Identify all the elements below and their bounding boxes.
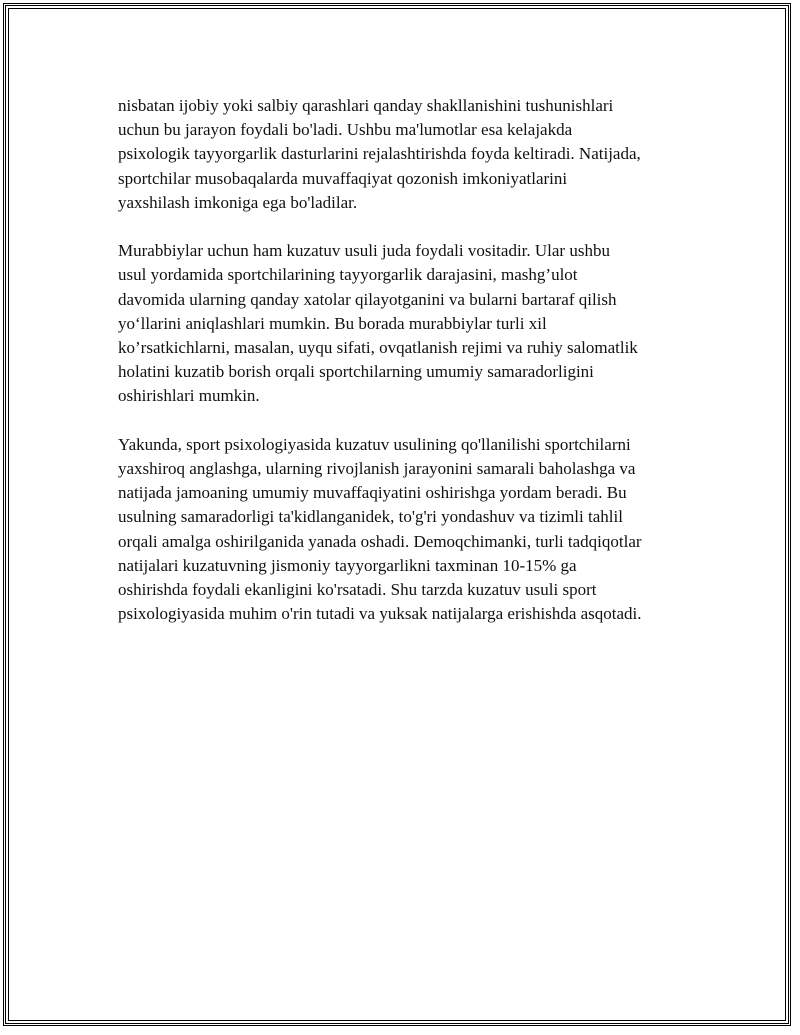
- document-body: [118, 94, 708, 651]
- paragraph-2: Murabbiylar uchun ham kuzatuv usuli juda foydali vositadir. Ular ushbu usul yordamida sportchilarining tayyorgarlik darajasini, mashg’ulot davomida ularning qanday xatolar qilayotganini va bularni bartaraf qilish yo‘llarini aniqlashlari mumkin. Bu borada murabbiylar turli xil ko’rsatkichlarni, masalan, uyqu sifati, ovqatlanish rejimi va ruhiy salomatlik holatini kuzatib borish orqali sportchilarning umumiy samaradorligini oshirishlari mumkin.: [118, 241, 638, 406]
- paragraph-3: Yakunda, sport psixologiyasida kuzatuv usulining qo'llanilishi sportchilarni yaxshiroq anglashga, ularning rivojlanish jarayonini samarali baholashga va natijada jamoaning umumiy muvaffaqiyatini oshirishga yordam beradi. Bu usulning samaradorligi ta'kidlanganidek, to'g'ri yondashuv va tizimli tahlil orqali amalga oshirilganida yanada oshadi. Demoqchimanki, turli tadqiqotlar natijalari kuzatuvning jismoniy tayyorgarlikni taxminan 10-15% ga oshirishda foydali ekanligini ko'rsatadi. Shu tarzda kuzatuv usuli sport psixologiyasida muhim o'rin tutadi va yuksak natijalarga erishishda asqotadi.: [118, 434, 642, 624]
- paragraph-1: nisbatan ijobiy yoki salbiy qarashlari qanday shakllanishini tushunishlari uchun bu jarayon foydali bo'ladi. Ushbu ma'lumotlar esa kelajakda psixologik tayyorgarlik dasturlarini rejalashtirishda foyda keltiradi. Natijada, sportchilar musobaqalarda muvaffaqiyat qozonish imkoniyatlarini yaxshilash imkoniga ega bo'ladilar.: [118, 96, 641, 212]
